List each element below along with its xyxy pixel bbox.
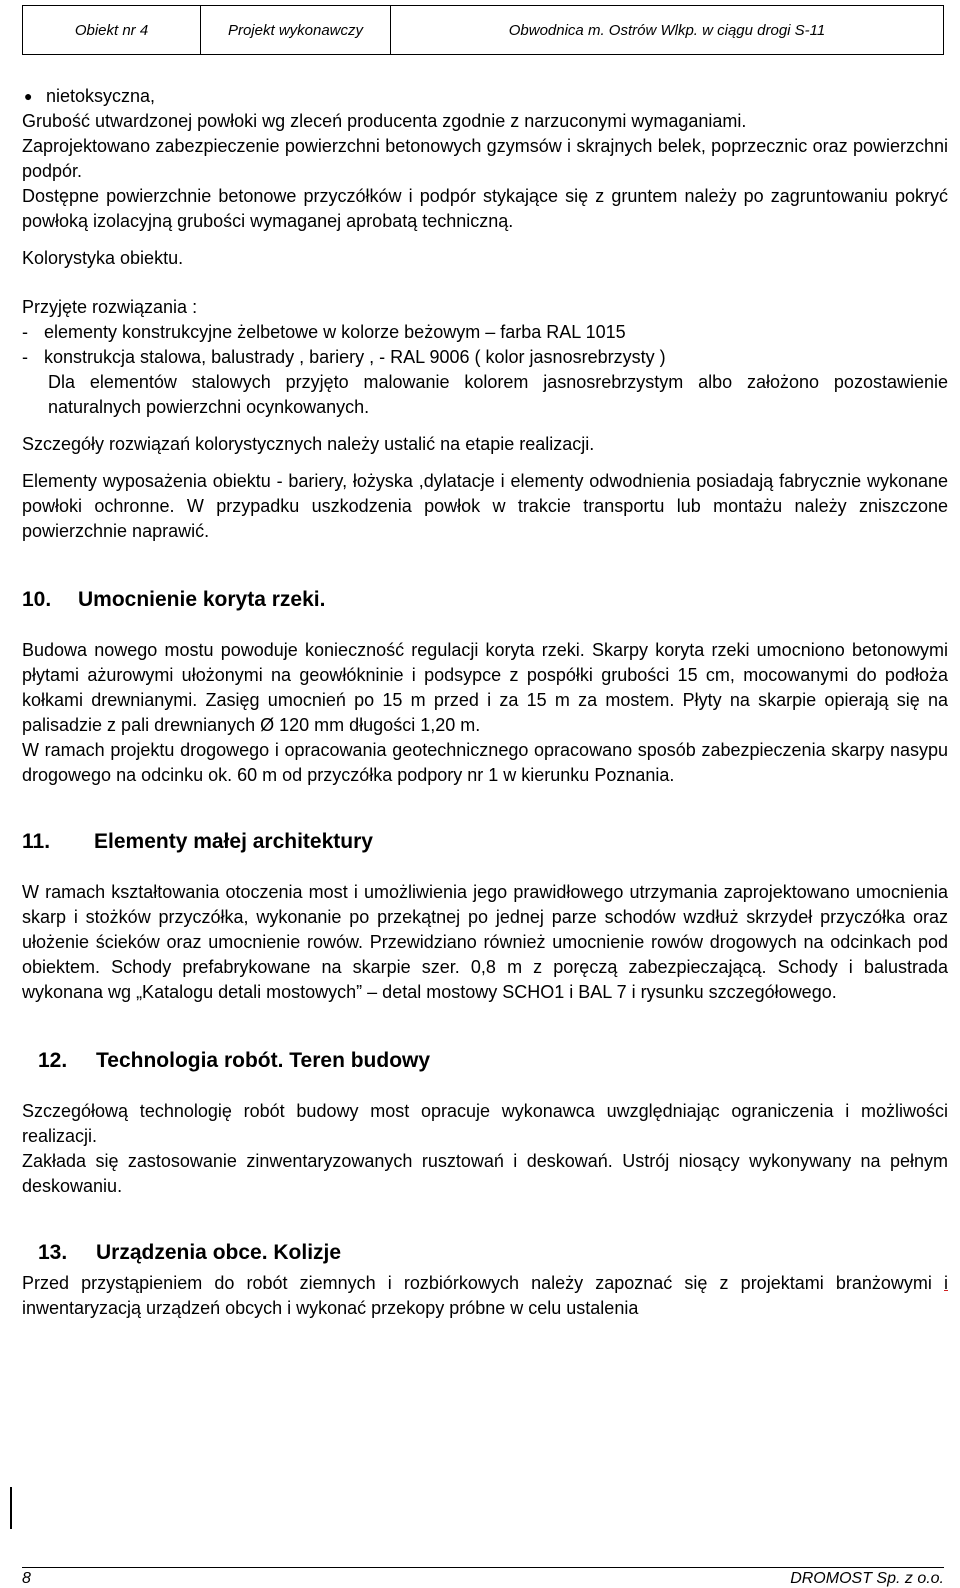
paragraph-text: Przed przystąpieniem do robót ziemnych i rozbiórkowych należy zapoznać się z projektami branżowymi xyxy=(22,1273,944,1293)
paragraph: Grubość utwardzonej powłoki wg zleceń producenta zgodnie z narzuconymi wymaganiami. xyxy=(22,111,747,131)
list-item-text: elementy konstrukcyjne żelbetowe w kolorze beżowym – farba RAL 1015 xyxy=(44,322,626,342)
bullet-text: nietoksyczna, xyxy=(46,86,156,106)
header-project: Projekt wykonawczy xyxy=(201,6,391,54)
section-number: 11. xyxy=(22,830,51,853)
paragraph: Zaprojektowano zabezpieczenie powierzchni betonowych gzymsów i skrajnych belek, poprzecznic oraz powierzchni podpór. xyxy=(22,136,948,181)
paragraph: W ramach kształtowania otoczenia most i umożliwienia jego prawidłowego utrzymania zaprojektowano umocnienia skarp i stożków przyczółka, wykonanie po przekątnej po jednej parze schodów wzdłuż skrzydeł przyczółka oraz ułożenie ścieków oraz umocnienie rowów. Przewidziano również umocnienie rowów drogowych na odcinkach pod obiektem. Schody prefabrykowane na skarpie szer. 0,8 m z poręczą zabezpieczającą. Schody i balustrada wykonana wg „Katalogu detali mostowych” – detal mostowy SCHO1 i BAL 7 i rysunku szczegółowego. xyxy=(22,882,948,1002)
paragraph: Elementy wyposażenia obiektu - bariery, łożyska ,dylatacje i elementy odwodnienia posiadają fabrycznie wykonane powłoki ochronne. W przypadku uszkodzenia powłok w trakcie transportu lub montażu należy zniszczone powierzchnie naprawić. xyxy=(22,471,948,541)
paragraph: Zakłada się zastosowanie zinwentaryzowanych rusztowań i deskowań. Ustrój niosący wykonywany na pełnym deskowaniu. xyxy=(22,1151,948,1196)
section-title: Urządzenia obce. Kolizje xyxy=(96,1241,342,1264)
list-item-text: konstrukcja stalowa, balustrady , bariery , - RAL 9006 ( kolor jasnosrebrzysty ) xyxy=(44,347,666,367)
header-road: Obwodnica m. Ostrów Wlkp. w ciągu drogi S-11 xyxy=(508,21,826,39)
change-bar xyxy=(10,1487,12,1529)
paragraph: Dostępne powierzchnie betonowe przyczółków i podpór stykające się z gruntem należy po zagruntowaniu pokryć powłoką izolacyjną grubości wymaganej aprobatą techniczną. xyxy=(22,186,948,231)
bullet-icon: ● xyxy=(24,88,33,104)
section-10-heading xyxy=(22,586,948,614)
section-number: 13. xyxy=(38,1241,68,1264)
paragraph-text: inwentaryzacją urządzeń obcych i wykonać przekopy próbne w celu ustalenia xyxy=(22,1298,639,1318)
company-name: DROMOST Sp. z o.o. xyxy=(790,1570,944,1587)
paragraph: Budowa nowego mostu powoduje konieczność regulacji koryta rzeki. Skarpy koryta rzeki umocniono betonowymi płytami ażurowymi ułożonymi na geowłókninie i podsypce z pospółki grubości 15 cm, mocowanymi do podłoża kołkami drewnianymi. Zasięg umocnień po 15 m przed i za 15 m za mostem. Płyty na skarpie opierają się na palisadzie z pali drewnianych Ø 120 mm długości 1,20 m. xyxy=(22,640,948,735)
section-13-heading xyxy=(22,1239,948,1267)
list-item xyxy=(22,84,948,109)
section-heading: Kolorystyka obiektu. xyxy=(22,248,184,268)
section-12-heading xyxy=(22,1047,948,1075)
paragraph: Szczegółową technologię robót budowy most opracuje wykonawca uwzględniając ograniczenia i możliwości realizacji. xyxy=(22,1101,948,1146)
page-number: 8 xyxy=(22,1570,31,1587)
dash-marker: - xyxy=(22,322,28,342)
section-number: 10. xyxy=(22,588,52,611)
section-title: Technologia robót. Teren budowy xyxy=(96,1049,431,1072)
section-title: Elementy małej architektury xyxy=(94,830,373,853)
paragraph: Szczegóły rozwiązań kolorystycznych należy ustalić na etapie realizacji. xyxy=(22,434,595,454)
paragraph: Dla elementów stalowych przyjęto malowanie kolorem jasnosrebrzystym albo założono pozostawienie naturalnych powierzchni ocynkowanych. xyxy=(48,372,948,417)
paragraph: Przyjęte rozwiązania : xyxy=(22,297,198,317)
paragraph xyxy=(22,1271,948,1321)
tracked-change: i xyxy=(944,1273,948,1293)
header-object: Obiekt nr 4 xyxy=(23,6,201,54)
paragraph: W ramach projektu drogowego i opracowania geotechnicznego opracowano sposób zabezpieczenia skarpy nasypu drogowego na odcinku ok. 60 m od przyczółka podpory nr 1 w kierunku Poznania. xyxy=(22,740,948,785)
page-header xyxy=(22,5,944,55)
section-11-heading xyxy=(22,828,948,856)
section-number: 12. xyxy=(38,1049,68,1072)
list-item xyxy=(22,345,948,370)
list-item xyxy=(22,320,948,345)
page-footer xyxy=(22,1567,944,1588)
section-title: Umocnienie koryta rzeki. xyxy=(78,588,326,611)
document-body xyxy=(22,84,948,1321)
dash-marker: - xyxy=(22,347,28,367)
